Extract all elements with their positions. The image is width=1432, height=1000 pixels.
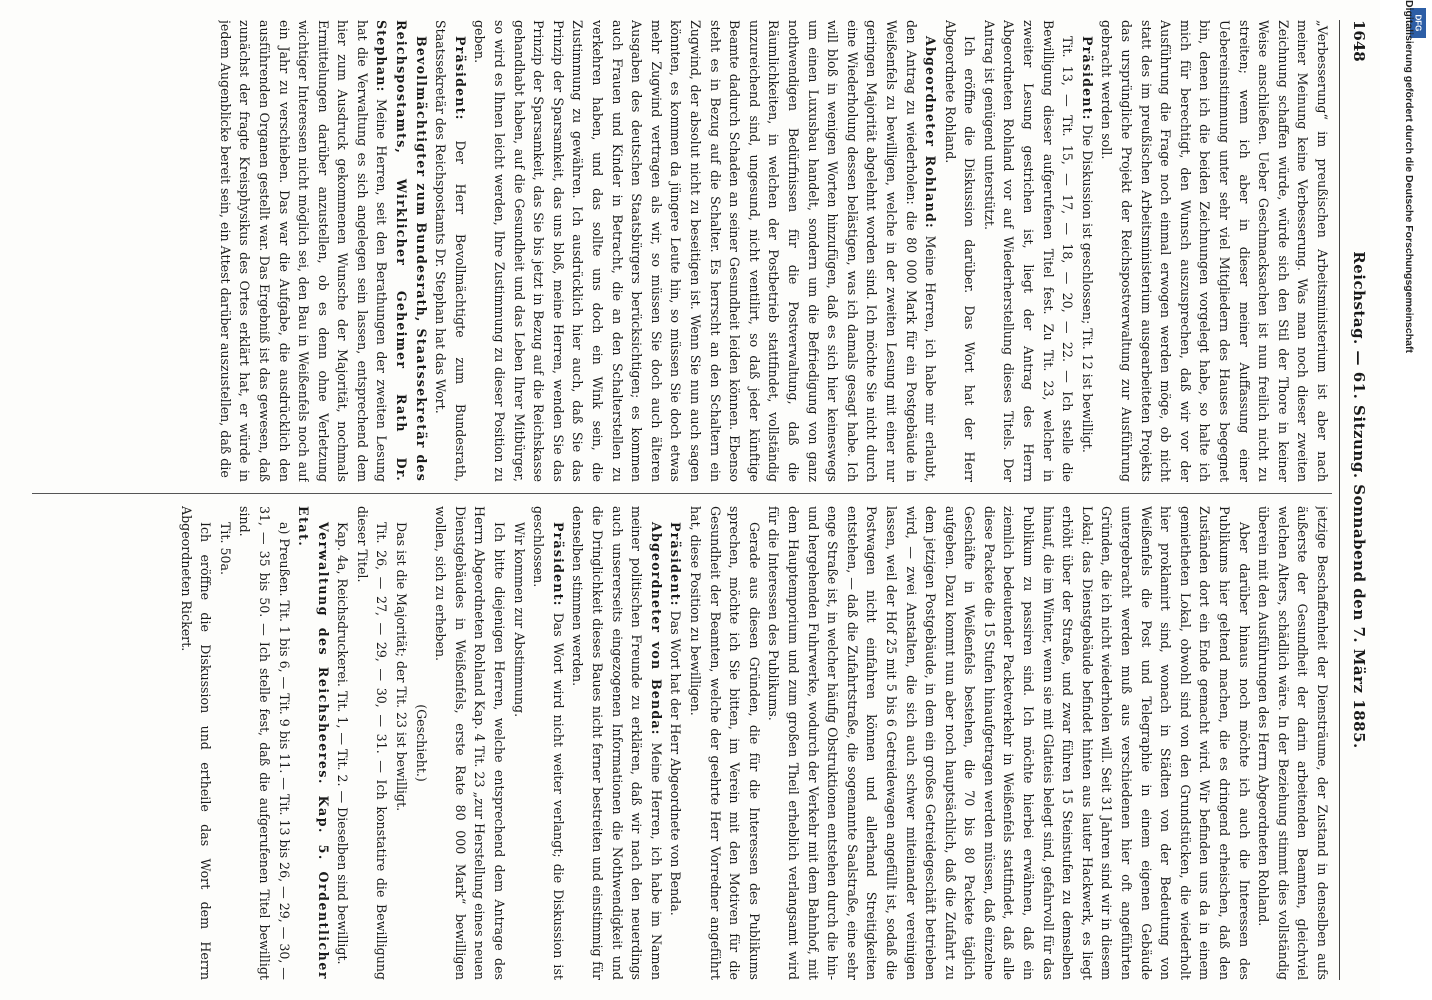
paragraph: Ich eröffne die Diskussion und ertheile das Wort dem Herrn Abgeordneten Rickert. — [178, 506, 214, 980]
page-header — [1339, 20, 1380, 980]
right-column — [12, 506, 1332, 980]
left-column — [12, 20, 1332, 482]
paragraph: Tit. 13, — Tit. 15, — 17, — 18, — 20, — 22. — Ich stelle die Bewilligung dieser aufgerufenen Titel fest. Zu Tit. 23, welcher in zweiter Lesung gestrichen ist, liegt der Antrag des Herrn Abgeordneten Rohland vor auf Wiederherstellung dieses Titels. Der Antrag ist genügend unterstützt. — [981, 20, 1076, 482]
paragraph — [431, 20, 470, 482]
speech-text: Das Wort wird nicht weiter verlangt; die Diskussion ist geschlossen. — [531, 506, 566, 980]
speaker-name: Abgeordneter Rohland: — [923, 36, 939, 229]
speech-text: Das Wort hat der Herr Abgeordnete von Benda. — [668, 610, 684, 916]
paragraph: Gerade aus diesen Gründen, die für die Interessen des Publikums sprechen, möchte ich Sie bitten, im Verein mit den Motiven für die Gesundheit der Beamten, welche der geehrte Herr Vorredner angeführt hat, diese Position zu bewilligen. — [688, 506, 762, 980]
paragraph — [666, 506, 686, 980]
paragraph — [215, 20, 431, 482]
paragraph: „Verbesserung“ im preußischen Arbeitsministerium ist aber nach meiner Meinung keine Verbesserung. Was man noch dieser zweiten Zeichnung schaffen würde, würde sich den Stil der Thore in keiner Weise anschließen. Ueber Geschmacksachen ist nun freilich nicht zu streiten; wenn ich aber in dieser meiner Auffassung einer Uebereinstimmung unter sehr viel Mitgliedern des Hauses begegnet bin, denen ich die beiden Zeichnungen vorgelegt habe, so halte ich mich für berechtigt, den Wunsch auszusprechen, daß wir vor der Ausführung die Frage noch einmal erwogen werden möge, ob nicht statt des im preußischen Arbeitsministerium ausgearbeiteten Projekts das ursprüngliche Projekt der Reichspostverwaltung zur Ausführung gebracht werden soll. — [1099, 20, 1330, 482]
paragraph: Aber darüber hinaus noch möchte ich auch die Interessen des Publikums hier geltend machen, die es dringend erheischen, daß den Zuständen dort ein Ende gemacht wird. Wir befinden uns da in einem gemietheten Lokal, obwohl sind von den Grundstücken, die wiederholt hier proklamirt sind, wonach in Städten von der Bedeutung von Weißenfels die Post und Telegraphie in einem eigenen Gebäude untergebracht werden muß aus verschiedenen hier oft angeführten Gründen, die ich nicht wiederholen will. Seit 31 Jahren sind wir in diesem Lokal; das Dienstgebäude befindet hinten aus lauter Hackwerk, es liegt erhöht über der Straße, und zwar führen 15 Steinstufen zu demselben hinauf, die im Winter, wenn sie mit Glatteis belegt sind, gefahrvoll für das Publikum zu passiren sind. Ich möchte hierbei erwähnen, daß ein ziemlich bedeutender Packetverkehr in Weißenfels stattfindet, daß alle diese Packete die 15 Stufen hinaufgetragen werden müssen, daß einzelne Geschäfte in Weißenfels bestehen, die 70 bis 80 Packete täglich aufgeben. Dazu kommt nun aber noch hauptsächlich, daß die Zufahrt zu dem jetzigen Postgebäude, in dem ein großes Getreidegeschäft betrieben wird, — zwei Anstalten, die sich auch schwer miteinander vereinigen lassen, weil der Hof 25 mit 5 bis 6 Getreidewagen angefüllt ist, sodaß die Postwagen nicht einfahren können und allerhand Streitigkeiten entstehen, — daß die Zufahrtstraße, die sogenannte Saalstraße, eine sehr enge Straße ist, in welcher häufig Obstruktionen entstehen durch die hin- und hergehenden Fuhrwerke, wodurch der Verkehr mit dem Bahnhof, mit dem Hauptemporium und zum großen Theil erheblich verlangsamt wird für die Interessen des Publikums. — [766, 506, 1252, 980]
paragraph: jetzige Beschaffenheit der Diensträume, der Zustand in denselben aufs äußerste der Gesundheit der darin arbeitenden Beamten, gleichviel welchen Alters, schädlich wäre. In der Beziehung stimmt dies vollständig überein mit den Ausführungen des Herrn Abgeordneten Rohland. — [1256, 506, 1330, 980]
speech-text: Der Herr Bevollmächtigte zum Bundesrath, Staatssekretär des Reichspostamts Dr. Stephan hat das Wort. — [433, 20, 468, 482]
page-number: 1648 — [1350, 20, 1368, 62]
paragraph — [470, 20, 940, 482]
speech-text: Meine Herren, seit den Berathungen der zweiten Lesung hat die Verwaltung es sich angelegen sein lassen, entsprechend dem hier zum Ausdruck gekommenen Wunsche der Majorität, nochmals Ermittelungen darüber anzustellen, ob es denn ohne Verletzung wichtiger Interessen nicht möglich sei, den Bau in Weißenfels noch auf ein Jahr zu verschieben. Das war die Aufgabe, die ausdrücklich den ausführenden Organen gestellt war. Das Ergebniß ist das gewesen, daß zunächst der fragte Kreisphysikus des Ortes erklärt hat, er würde in jedem Augenblicke bereit sein, ein Attest darüber auszustellen, daß die — [217, 20, 390, 482]
speaker-name: Präsident: — [668, 522, 684, 607]
speech-text: Meine Herren, ich habe im Namen meiner politischen Freunde zu erklären, daß wir nach den neuerdings auch unsererseits eingezogenen Informationen die Nothwendigkeit und die Dringlichkeit dieses Baues nicht ferner bestreiten und einstimmig für denselben stimmen werden. — [570, 506, 664, 980]
speech-text: Meine Herren, ich habe mir erlaubt, den Antrag zu wiederholen: die 80 000 Mark für ein Postgebäude in Weißenfels zu bewilligen, welche in der zweiten Lesung mit einer nur geringen Majorität abgelehnt worden sind. Ich möchte Sie nicht durch eine Wiederholung dessen belästigen, was ich damals gesagt habe. Ich will bloß in wenigen Worten hinzufügen, daß es sich hier keineswegs um einen Luxusbau handelt, sondern um die Befriedigung von ganz nothwendigen Bedürfnissen für die Postverwaltung, daß die Räumlichkeiten, in welchen der Postbetrieb stattfindet, vollständig unzureichend sind, ungesund, nicht ventilirt, so daß jeder künftige Beamte dadurch Schaden an seiner Gesundheit leiden können. Ebenso steht es in Bezug auf die Schalter. Es herrscht an den Schaltern ein Zugwind, der absolut nicht zu beseitigen ist. Wenn Sie nun auch sagen könnten, es kommen da jüngere Leute hin, so müssen Sie doch etwas mehr Zugwind vertragen als wir, so müssen Sie doch auch älteren Ausgaben des deutschen Staatsbürgers berücksichtigen; es kommen auch Frauen und Kinder in Betracht, die an den Schalterstellen zu verkehren haben, und das sollte uns doch ein Wink sein, die Zustimmung zu gewähren. Ich ausdrücklich hier auch, daß Sie das Prinzip der Sparsamkeit, das uns bloß, meine Herren, wenden Sie das Prinzip der Sparsamkeit, das Sie bis jetzt in Bezug auf die Reichskasse gehandhabt haben, auf die Gesundheit und das Leben Ihrer Mitbürger, so wird es Ihnen leicht werden, Ihre Zustimmung zu dieser Position zu geben. — [472, 20, 939, 482]
speaker-name: Abgeordneter von Benda: — [648, 522, 664, 736]
paragraph: Kap. 4a, Reichsdruckerei. Tit. 1, — Tit. 2. — Dieselben sind bewilligt. — [335, 522, 351, 965]
running-title: Reichstag. — 61. Sitzung. Sonnabend den 7. März 1885. — [1350, 251, 1368, 749]
paragraph: (Geschieht.) — [413, 704, 429, 782]
paragraph: Tit. 50a. — [217, 522, 233, 576]
speaker-name: Präsident: — [452, 36, 468, 121]
speaker-name: Bevollmächtigter zum Bundesrath, Staatssekretär des Reichspostamts, Wirklicher Geheimer Rath Dr. Stephan: — [374, 20, 429, 482]
paragraph: Ich bitte diejenigen Herren, welche entsprechend dem Antrage des Herrn Abgeordneten Rohland Kap. 4 Tit. 23 „zur Herstellung eines neuen Dienstgebäudes in Weißenfels, erste Rate 80 000 Mark“ bewilligen wollen, sich zu erheben. — [433, 506, 508, 980]
dfg-logo: DFG — [1410, 8, 1426, 38]
paragraph: Wir kommen zur Abstimmung. — [511, 522, 527, 718]
speech-text: Die Diskussion ist geschlossen; Tit. 12 ist bewilligt. — [1079, 124, 1095, 453]
digitization-stamp — [1402, 0, 1432, 1000]
paragraph: Das ist die Majorität; der Tit. 23 ist bewilligt. — [394, 522, 410, 812]
paragraph — [529, 506, 568, 980]
paragraph: a) Preußen. Tit. 1 bis 6, — Tit. 9 bis 11. — Tit. 13 bis 26, — 29, — 30, — 31, — 35 bis 50. — Ich stelle fest, daß die aufgerufenen Titel bewilligt sind. — [237, 506, 292, 980]
paragraph — [568, 506, 666, 980]
paragraph: Verwaltung des Reichsheeres. Kap. 5. Ordentlicher Etat. — [296, 506, 331, 980]
column-divider — [32, 493, 1332, 494]
stamp-text: Digitalisierung gefördert durch die Deutsche Forschungsgemeinschaft — [1403, 0, 1415, 353]
paragraph: Ich eröffne die Diskussion darüber. Das Wort hat der Herr Abgeordnete Rohland. — [942, 20, 978, 482]
speaker-name: Präsident: — [550, 522, 566, 607]
paragraph — [1077, 20, 1097, 482]
paragraph: Tit. 26, — 27, — 29, — 30, — 31. — Ich konstatire die Bewilligung dieser Titel. — [354, 506, 390, 980]
speaker-name: Präsident: — [1079, 36, 1095, 121]
